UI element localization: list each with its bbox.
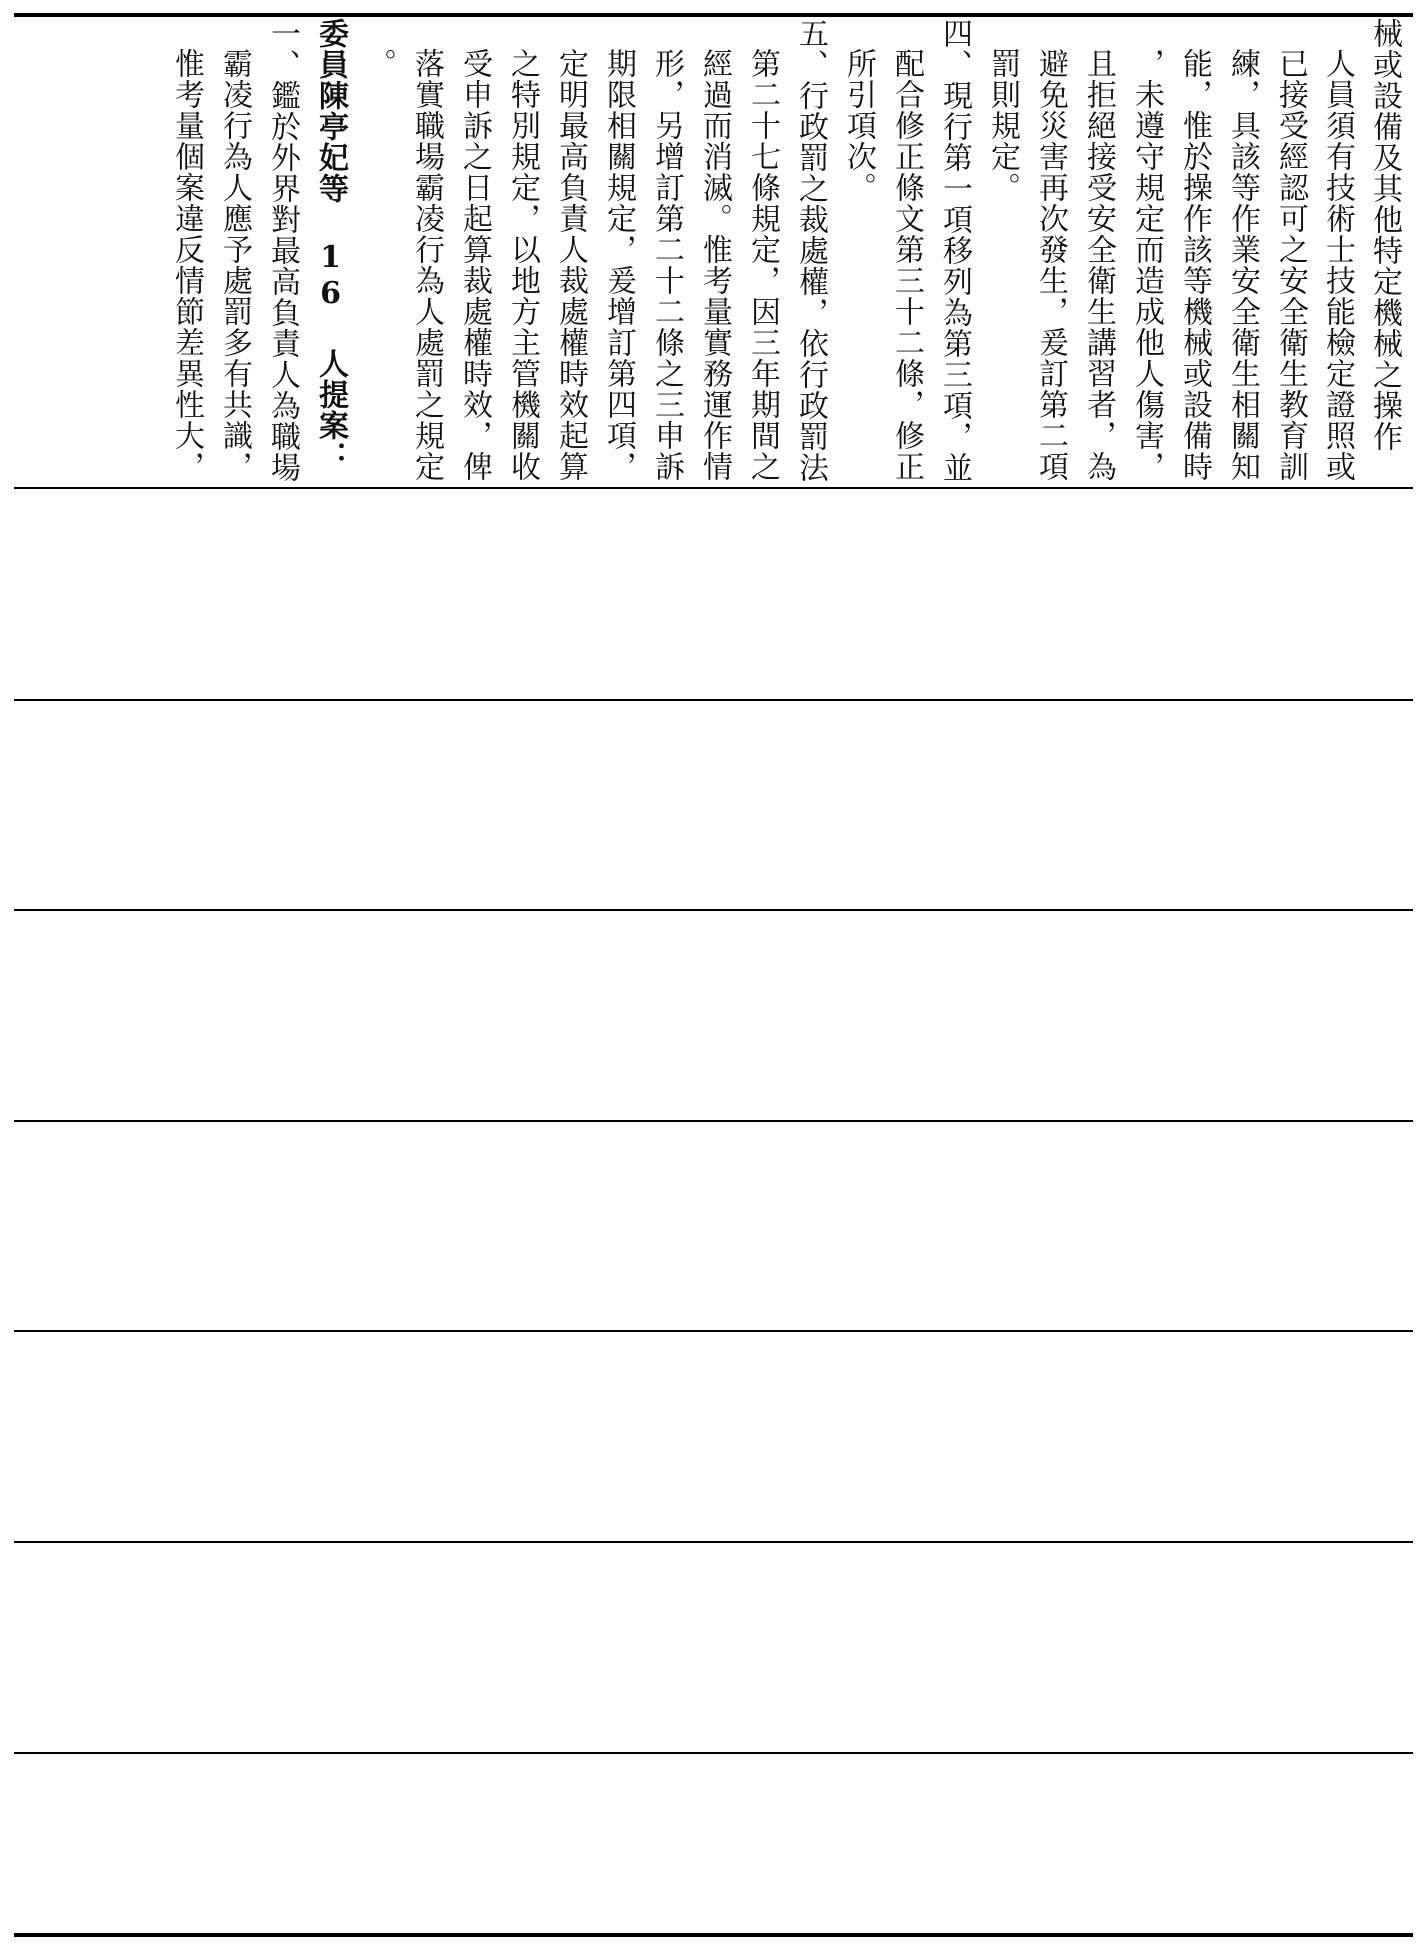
text-line: 落實職場霸凌行為人處罰之規定 — [409, 48, 444, 482]
text-line: 能，惟於操作該等機械或設備時 — [1177, 48, 1212, 482]
text-line: 四、現行第一項移列為第三項，並 — [937, 18, 972, 483]
text-line: 經過而消滅。惟考量實務運作情 — [697, 48, 732, 482]
text-line: 練，具該等作業安全衛生相關知 — [1225, 48, 1260, 482]
text-line: 霸凌行為人應予處罰多有共識， — [217, 48, 252, 482]
text-line: 人員須有技術士技能檢定證照或 — [1320, 48, 1355, 482]
text-line: 配合修正條文第三十二條，修正 — [889, 48, 924, 482]
text-line: ，未遵守規定而造成他人傷害， — [1129, 48, 1164, 482]
text-line: 惟考量個案違反情節差異性大， — [169, 48, 204, 482]
vertical-text-block — [22, 18, 1412, 488]
text-line: 。 — [361, 48, 396, 79]
row-divider — [14, 1330, 1413, 1332]
text-line: 期限相關規定，爰增訂第四項， — [601, 48, 636, 482]
text-line: 受申訴之日起算裁處權時效，俾 — [457, 48, 492, 482]
text-line: 避免災害再次發生，爰訂第二項 — [1033, 48, 1068, 482]
text-line: 第二十七條規定，因三年期間之 — [745, 48, 780, 482]
row-divider — [14, 909, 1413, 911]
text-line: 罰則規定。 — [985, 48, 1020, 203]
top-border-rule — [14, 13, 1413, 17]
section-heading: 委員陳亭妃等 16 人提案： — [313, 18, 348, 472]
row-divider — [14, 1120, 1413, 1122]
text-line: 之特別規定，以地方主管機關收 — [505, 48, 540, 482]
text-line: 五、行政罰之裁處權，依行政罰法 — [793, 18, 828, 483]
text-line: 定明最高負責人裁處權時效起算 — [553, 48, 588, 482]
bottom-border-rule — [14, 1933, 1413, 1937]
row-divider — [14, 1541, 1413, 1543]
row-divider — [14, 1752, 1413, 1754]
text-line: 一、鑑於外界對最高負責人為職場 — [265, 18, 300, 483]
text-line: 形，另增訂第二十二條之三申訴 — [649, 48, 684, 482]
row-divider — [14, 699, 1413, 701]
row-divider — [14, 487, 1413, 489]
text-line: 所引項次。 — [841, 48, 876, 203]
text-line: 已接受經認可之安全衛生教育訓 — [1273, 48, 1308, 482]
text-line: 且拒絕接受安全衛生講習者，為 — [1081, 48, 1116, 482]
text-line: 械或設備及其他特定機械之操作 — [1367, 18, 1402, 452]
